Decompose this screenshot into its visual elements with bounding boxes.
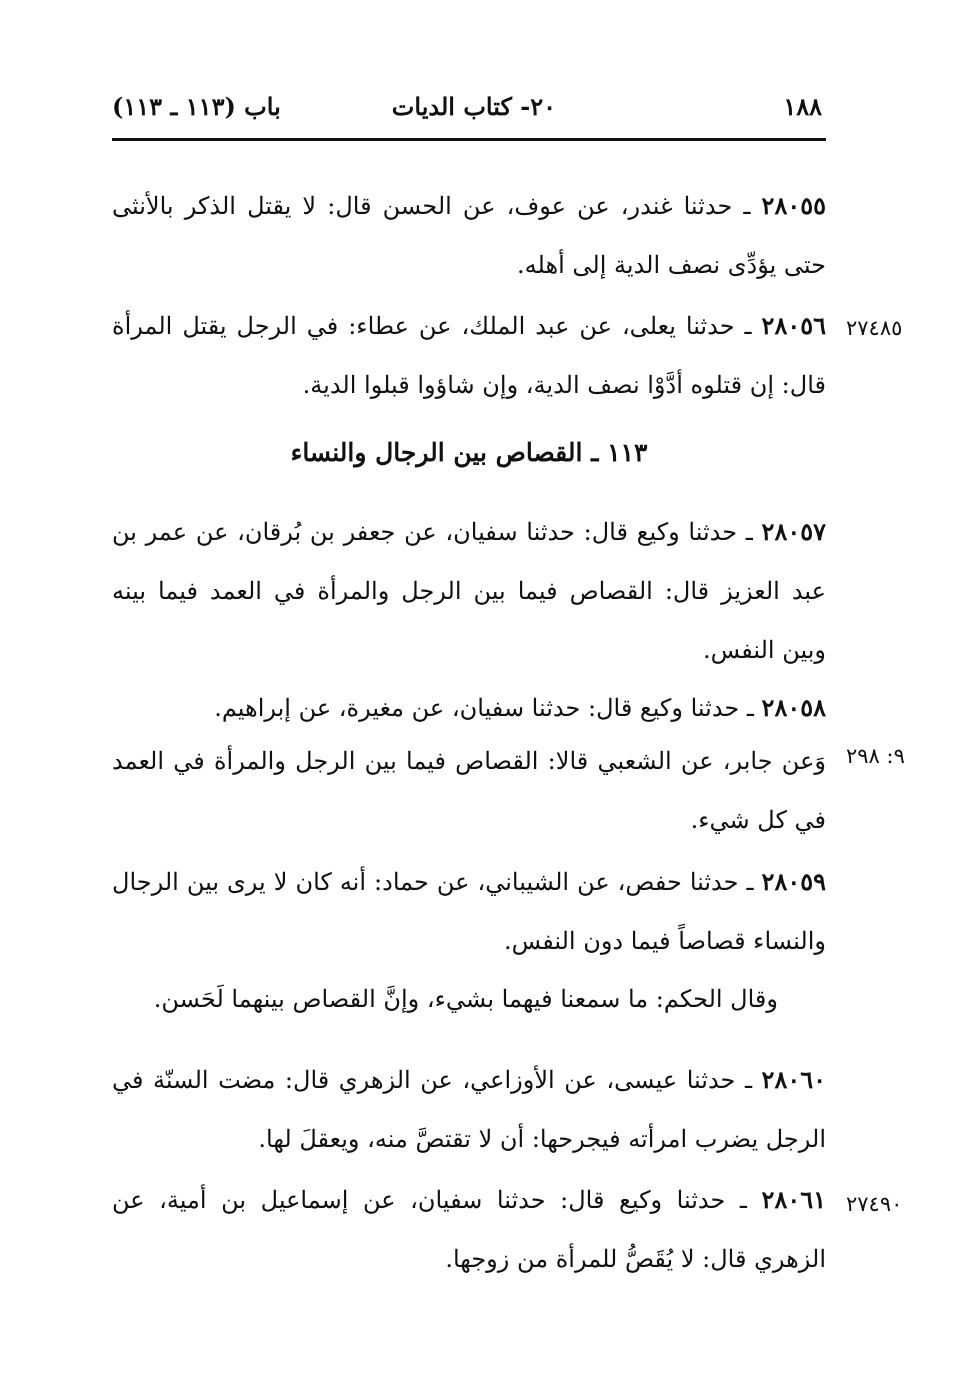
margin-reference: ٢٧٤٩٠	[846, 1192, 903, 1216]
hadith-text: ـ حدثنا وكيع قال: حدثنا سفيان، عن جعفر بن بُرقان، عن عمر بن عبد العزيز قال: القصاص فيما بين الرجل والمرأة في العمد فيما بينه وبين النفس.	[112, 518, 826, 664]
hadith-entry	[112, 502, 826, 680]
hadith-entry	[112, 678, 826, 738]
hadith-text: ـ حدثنا حفص، عن الشيباني، عن حماد: أنه كان لا يرى بين الرجال والنساء قصاصاً فيما دون النفس.	[112, 868, 826, 955]
hadith-text: ـ حدثنا وكيع قال: حدثنا سفيان، عن مغيرة، عن إبراهيم.	[214, 694, 762, 722]
hadith-number: ٢٨٠٥٦	[761, 311, 826, 340]
margin-reference: ٩: ٢٩٨	[846, 744, 905, 768]
hadith-text: ـ حدثنا عيسى، عن الأوزاعي، عن الزهري قال: مضت السنّة في الرجل يضرب امرأته فيجرحها: أن لا تقتصَّ منه، ويعقلَ لها.	[112, 1066, 826, 1153]
header-rule	[112, 138, 826, 141]
hadith-text: ـ حدثنا وكيع قال: حدثنا سفيان، عن إسماعيل بن أمية، عن الزهري قال: لا يُقَصُّ للمرأة من زوجها.	[112, 1186, 826, 1273]
hadith-continuation: وقال الحكم: ما سمعنا فيهما بشيء، وإنَّ القصاص بينهما لَحَسن.	[153, 985, 778, 1013]
hadith-entry	[112, 176, 826, 295]
hadith-number: ٢٨٠٦٠	[761, 1065, 826, 1094]
chapter-range: باب (١١٣ ـ ١١٣)	[112, 92, 281, 121]
section-heading: ١١٣ ـ القصاص بين الرجال والنساء	[290, 438, 648, 467]
hadith-number: ٢٨٠٥٥	[761, 191, 826, 220]
margin-reference: ٢٧٤٨٥	[846, 316, 903, 340]
book-title: ٢٠- كتاب الديات	[391, 92, 556, 121]
hadith-number: ٢٨٠٦١	[761, 1185, 826, 1214]
running-header	[112, 92, 826, 138]
hadith-text: ـ حدثنا يعلى، عن عبد الملك، عن عطاء: في الرجل يقتل المرأة قال: إن قتلوه أدَّوْا نصف الدية، وإن شاؤوا قبلوا الدية.	[112, 312, 826, 399]
hadith-continuation: وَعن جابر، عن الشعبي قالا: القصاص فيما بين الرجل والمرأة في العمد في كل شيء.	[112, 747, 826, 834]
hadith-entry	[112, 1050, 826, 1169]
hadith-number: ٢٨٠٥٧	[761, 517, 826, 546]
page-number: ١٨٨	[783, 92, 822, 121]
hadith-text: ـ حدثنا غندر، عن عوف، عن الحسن قال: لا يقتل الذكر بالأنثى حتى يؤدِّى نصف الدية إلى أهله.	[112, 192, 826, 279]
hadith-entry	[112, 296, 826, 415]
hadith-entry	[112, 852, 826, 971]
hadith-number: ٢٨٠٥٨	[761, 693, 826, 722]
hadith-number: ٢٨٠٥٩	[761, 867, 826, 896]
hadith-entry	[112, 1170, 826, 1289]
